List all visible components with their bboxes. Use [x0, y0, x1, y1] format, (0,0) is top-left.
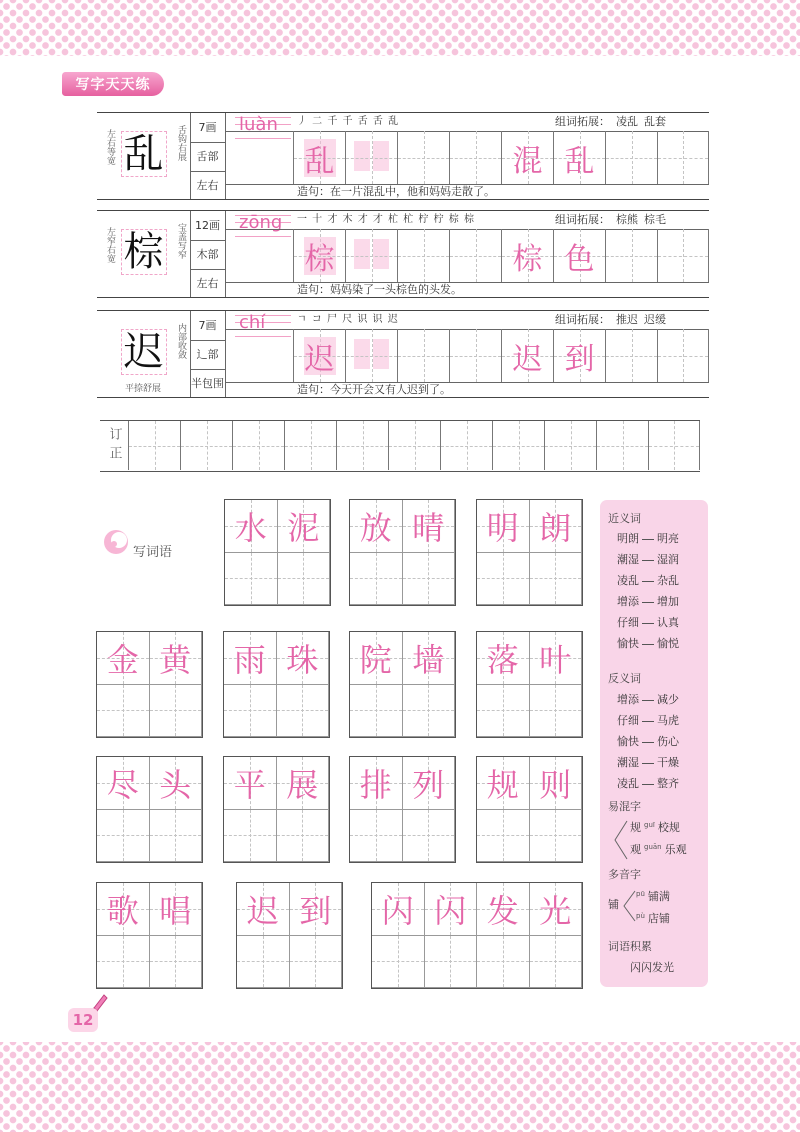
synonyms-word: 明朗: [617, 532, 639, 545]
word-cell: [477, 685, 530, 738]
word-cell: [350, 757, 403, 810]
practice-cell: [293, 329, 345, 382]
correction-cell: [180, 421, 232, 470]
polyphone-word: 铺满: [647, 890, 670, 903]
word-cell: [150, 936, 203, 989]
structure-tip-left: 左窄右宽: [105, 227, 115, 263]
practice-cell: [553, 229, 605, 282]
word-character: 则: [539, 765, 572, 804]
synonyms-heading: 近义词: [608, 512, 641, 525]
antonyms-word: 潮湿: [617, 756, 639, 769]
practice-cell: [553, 329, 605, 382]
word-cell: [277, 810, 330, 863]
expansion-word: 推迟: [616, 313, 638, 326]
practice-character: 棕: [512, 241, 543, 277]
practice-cell: [449, 329, 501, 382]
radical-label: 舌部: [196, 150, 219, 163]
word-character: 水: [234, 508, 267, 547]
word-cell: [350, 685, 403, 738]
confusable-char: 观: [630, 843, 641, 856]
word-character: 尽: [106, 765, 139, 804]
word-practice-block: [350, 500, 455, 605]
word-expansion-label: 组词拓展：: [555, 213, 610, 226]
practice-cell: [605, 229, 657, 282]
correction-cell: [492, 421, 544, 470]
word-cell: [97, 757, 150, 810]
synonyms-word: 认真: [657, 616, 679, 629]
word-cell: [477, 936, 530, 989]
synonyms-pair: [617, 532, 705, 546]
word-cell: [530, 757, 583, 810]
word-notes-panel: [600, 500, 708, 987]
practice-cell: [293, 229, 345, 282]
word-character: 排: [359, 765, 392, 804]
word-character: 黄: [159, 640, 192, 679]
target-character: 迟: [123, 329, 164, 375]
synonyms-pair: [617, 553, 705, 567]
divider-line: [190, 269, 225, 270]
word-cell: [530, 632, 583, 685]
word-character: 到: [299, 891, 332, 930]
top-dot-band: [0, 0, 800, 56]
brace-icon: [612, 818, 628, 862]
word-cell: [150, 883, 203, 936]
pinyin-text: chí: [239, 312, 266, 333]
structure-tip-right: 内部收敛: [176, 323, 186, 359]
trace-hint-block: [373, 239, 389, 269]
word-cell: [350, 500, 403, 553]
word-cell: [237, 883, 290, 936]
dash-connector: [642, 644, 654, 645]
word-cell: [477, 632, 530, 685]
word-practice-block: [350, 632, 455, 737]
word-cell: [97, 883, 150, 936]
word-cell: [530, 936, 583, 989]
divider-line: [190, 171, 225, 172]
correction-cell: [336, 421, 388, 470]
dash-connector: [642, 784, 654, 785]
word-cell: [277, 632, 330, 685]
practice-cell: [657, 229, 709, 282]
practice-cell: [397, 329, 449, 382]
pinyin-guide-line: [235, 336, 291, 337]
practice-cell: [657, 329, 709, 382]
pinyin-guide-line: [235, 138, 291, 139]
word-cell: [150, 810, 203, 863]
practice-character: 混: [512, 143, 543, 179]
word-cell: [290, 883, 343, 936]
char-practice-row: [97, 310, 709, 398]
confusable-item: [630, 843, 706, 857]
antonyms-word: 愉快: [617, 735, 639, 748]
divider-line: [225, 311, 226, 397]
practice-cell: [501, 329, 553, 382]
page-number: 12: [68, 1008, 98, 1032]
synonyms-word: 杂乱: [657, 574, 679, 587]
dash-connector: [642, 700, 654, 701]
correction-cell: [544, 421, 596, 470]
polyphone-reading: [636, 912, 706, 926]
trace-hint-block: [373, 339, 389, 369]
expansion-word: 乱套: [644, 115, 666, 128]
antonyms-word: 仔细: [617, 714, 639, 727]
char-practice-row: [97, 112, 709, 200]
target-character: 棕: [123, 229, 164, 275]
pinyin-text: luàn: [239, 114, 278, 135]
synonyms-word: 愉悦: [657, 637, 679, 650]
structure-label: 左右: [196, 277, 219, 290]
char-practice-row: [97, 210, 709, 298]
structure-tip-right: 宝盖写窄: [176, 223, 186, 259]
word-character: 朗: [539, 508, 572, 547]
word-cell: [350, 553, 403, 606]
word-cell: [477, 883, 530, 936]
word-cell: [150, 685, 203, 738]
word-cell: [150, 757, 203, 810]
structure-tip-left: 左右等宽: [105, 129, 115, 165]
radical-label: 辶部: [196, 348, 219, 361]
polyphone-word: 店铺: [647, 912, 670, 925]
word-cell: [425, 936, 478, 989]
synonyms-word: 增加: [657, 595, 679, 608]
word-cell: [477, 500, 530, 553]
word-character: 光: [539, 891, 572, 930]
example-sentence: 造句：在一片混乱中，他和妈妈走散了。: [297, 185, 495, 198]
word-cell: [477, 810, 530, 863]
word-character: 叶: [539, 640, 572, 679]
word-character: 金: [106, 640, 139, 679]
correction-cell: [648, 421, 700, 470]
dash-connector: [642, 560, 654, 561]
expansion-word: 棕熊: [616, 213, 638, 226]
divider-line: [190, 340, 225, 341]
word-cell: [350, 810, 403, 863]
word-cell: [97, 936, 150, 989]
bottom-dot-band: [0, 1042, 800, 1132]
word-cell: [224, 810, 277, 863]
confusable-pinyin: guān: [644, 843, 662, 851]
word-cell: [150, 632, 203, 685]
polyphone-reading: [636, 890, 706, 904]
practice-character: 棕: [304, 241, 335, 277]
word-expansion: [555, 212, 705, 228]
synonyms-pair: [617, 595, 705, 609]
antonyms-pair: [617, 756, 705, 770]
antonyms-heading: 反义词: [608, 672, 641, 685]
accumulate-heading: 词语积累: [608, 940, 652, 953]
practice-cell: [553, 131, 605, 184]
synonyms-pair: [617, 574, 705, 588]
practice-cell: [657, 131, 709, 184]
word-character: 平: [233, 765, 266, 804]
practice-cell: [449, 229, 501, 282]
word-cell: [225, 500, 278, 553]
word-character: 闪: [381, 891, 414, 930]
word-character: 放: [359, 508, 392, 547]
dash-connector: [642, 581, 654, 582]
practice-cell: [605, 131, 657, 184]
word-cell: [225, 553, 278, 606]
stroke-order: ㄱ コ 尸 尺 识 识 迟: [297, 314, 399, 325]
dash-connector: [642, 623, 654, 624]
stroke-count-label: 12画: [195, 219, 220, 232]
structure-label: 左右: [196, 179, 219, 192]
practice-character: 迟: [512, 341, 543, 377]
divider-line: [190, 369, 225, 370]
practice-character: 乱: [304, 143, 335, 179]
word-character: 落: [486, 640, 519, 679]
synonyms-word: 湿润: [657, 553, 679, 566]
word-character: 列: [412, 765, 445, 804]
word-character: 歌: [106, 891, 139, 930]
confusable-heading: 易混字: [608, 800, 641, 813]
correction-cell: [232, 421, 284, 470]
stroke-count-label: 7画: [198, 121, 217, 134]
word-cell: [97, 632, 150, 685]
practice-character: 色: [564, 241, 595, 277]
example-sentence: 造句：妈妈染了一头棕色的头发。: [297, 283, 462, 296]
word-expansion: [555, 312, 705, 328]
synonyms-word: 潮湿: [617, 553, 639, 566]
word-practice-block: [237, 883, 342, 988]
polyphone-pinyin: pū: [636, 890, 645, 898]
polyphone-pinyin: pù: [636, 912, 645, 920]
trace-hint-block: [354, 239, 370, 269]
pinyin-guide-line: [235, 236, 291, 237]
word-cell: [530, 553, 583, 606]
antonyms-word: 增添: [617, 693, 639, 706]
word-practice-block: [350, 757, 455, 862]
structure-label: 半包围: [191, 377, 224, 390]
practice-character: 乱: [564, 143, 595, 179]
word-character: 迟: [246, 891, 279, 930]
word-character: 晴: [412, 508, 445, 547]
antonyms-pair: [617, 777, 705, 791]
correction-cell: [128, 421, 180, 470]
word-cell: [530, 883, 583, 936]
polyphone-char: 铺: [608, 898, 619, 911]
divider-line: [190, 240, 225, 241]
dash-connector: [642, 742, 654, 743]
dash-connector: [642, 721, 654, 722]
word-practice-block: [224, 632, 329, 737]
correction-cell: [440, 421, 492, 470]
word-cell: [403, 810, 456, 863]
accumulated-phrase: 闪闪发光: [630, 961, 674, 974]
synonyms-pair: [617, 616, 705, 630]
trace-hint-block: [354, 339, 370, 369]
divider-line: [190, 142, 225, 143]
antonyms-word: 伤心: [657, 735, 679, 748]
word-cell: [530, 500, 583, 553]
practice-cell: [397, 131, 449, 184]
word-cell: [278, 500, 331, 553]
confusable-word: 乐观: [664, 843, 687, 856]
section-title: 写词语: [133, 545, 173, 560]
word-cell: [477, 757, 530, 810]
word-character: 泥: [287, 508, 320, 547]
word-practice-block: [477, 632, 582, 737]
write-words-icon: [102, 528, 130, 556]
word-expansion: [555, 114, 705, 130]
synonyms-word: 仔细: [617, 616, 639, 629]
dash-connector: [642, 763, 654, 764]
dash-connector: [642, 602, 654, 603]
correction-cell: [284, 421, 336, 470]
correction-area: [100, 420, 700, 472]
practice-cell: [345, 329, 397, 382]
word-cell: [237, 936, 290, 989]
expansion-word: 凌乱: [616, 115, 638, 128]
practice-cell: [293, 131, 345, 184]
trace-hint-block: [373, 141, 389, 171]
word-cell: [403, 500, 456, 553]
confusable-item: [630, 821, 706, 835]
antonyms-word: 干燥: [657, 756, 679, 769]
antonyms-pair: [617, 735, 705, 749]
word-cell: [530, 685, 583, 738]
practice-cell: [449, 131, 501, 184]
practice-cell: [345, 229, 397, 282]
antonyms-word: 整齐: [657, 777, 679, 790]
word-character: 头: [159, 765, 192, 804]
word-practice-block: [372, 883, 582, 988]
polyphone-heading: 多音字: [608, 868, 641, 881]
header-tab: 写字天天练: [62, 72, 164, 96]
practice-character: 到: [564, 341, 595, 377]
divider-line: [225, 113, 226, 199]
word-cell: [224, 632, 277, 685]
trace-hint-block: [354, 141, 370, 171]
word-cell: [97, 810, 150, 863]
word-practice-block: [477, 500, 582, 605]
word-cell: [372, 883, 425, 936]
stroke-count-label: 7画: [198, 319, 217, 332]
structure-tip-right: 舌钩右展: [176, 125, 186, 161]
correction-cell: [596, 421, 648, 470]
word-practice-block: [97, 757, 202, 862]
expansion-word: 棕毛: [644, 213, 666, 226]
word-cell: [403, 757, 456, 810]
word-character: 闪: [434, 891, 467, 930]
antonyms-word: 减少: [657, 693, 679, 706]
practice-cell: [397, 229, 449, 282]
word-cell: [97, 685, 150, 738]
confusable-pinyin: guī: [644, 821, 655, 829]
word-cell: [290, 936, 343, 989]
word-cell: [425, 883, 478, 936]
radical-label: 木部: [196, 248, 219, 261]
antonyms-pair: [617, 693, 705, 707]
practice-cell: [501, 131, 553, 184]
word-character: 展: [286, 765, 319, 804]
word-character: 规: [486, 765, 519, 804]
practice-cell: [605, 329, 657, 382]
word-character: 珠: [286, 640, 319, 679]
word-cell: [403, 553, 456, 606]
stroke-order: 丿 二 千 千 舌 舌 乱: [297, 116, 400, 127]
word-character: 院: [359, 640, 392, 679]
word-practice-block: [477, 757, 582, 862]
word-cell: [372, 936, 425, 989]
structure-tip-bottom: 平捺舒展: [124, 384, 161, 394]
word-expansion-label: 组词拓展：: [555, 313, 610, 326]
pinyin-text: zōng: [239, 212, 283, 233]
word-practice-block: [97, 883, 202, 988]
brace-icon: [622, 888, 636, 924]
word-character: 墙: [412, 640, 445, 679]
practice-character: 迟: [304, 341, 335, 377]
stroke-order: 一 十 才 木 才 才 杧 杧 柠 柠 棕 棕: [297, 214, 475, 225]
synonyms-word: 愉快: [617, 637, 639, 650]
correction-cell: [388, 421, 440, 470]
word-character: 明: [486, 508, 519, 547]
practice-cell: [345, 131, 397, 184]
synonyms-pair: [617, 637, 705, 651]
word-cell: [224, 757, 277, 810]
word-expansion-label: 组词拓展：: [555, 115, 610, 128]
antonyms-pair: [617, 714, 705, 728]
word-cell: [224, 685, 277, 738]
word-practice-block: [224, 757, 329, 862]
word-cell: [277, 757, 330, 810]
correction-label: 订正: [106, 426, 122, 465]
word-practice-block: [97, 632, 202, 737]
expansion-word: 迟缓: [644, 313, 666, 326]
word-cell: [403, 632, 456, 685]
word-cell: [530, 810, 583, 863]
word-practice-block: [225, 500, 330, 605]
antonyms-word: 凌乱: [617, 777, 639, 790]
word-character: 发: [486, 891, 519, 930]
word-cell: [277, 685, 330, 738]
word-cell: [350, 632, 403, 685]
practice-cell: [501, 229, 553, 282]
dash-connector: [642, 539, 654, 540]
synonyms-word: 凌乱: [617, 574, 639, 587]
word-character: 雨: [233, 640, 266, 679]
target-character: 乱: [123, 131, 164, 177]
word-character: 唱: [159, 891, 192, 930]
confusable-word: 校规: [657, 821, 680, 834]
word-cell: [278, 553, 331, 606]
example-sentence: 造句：今天开会又有人迟到了。: [297, 383, 451, 396]
word-cell: [403, 685, 456, 738]
word-cell: [477, 553, 530, 606]
synonyms-word: 明亮: [657, 532, 679, 545]
antonyms-word: 马虎: [657, 714, 679, 727]
divider-line: [225, 211, 226, 297]
confusable-char: 规: [630, 821, 641, 834]
synonyms-word: 增添: [617, 595, 639, 608]
